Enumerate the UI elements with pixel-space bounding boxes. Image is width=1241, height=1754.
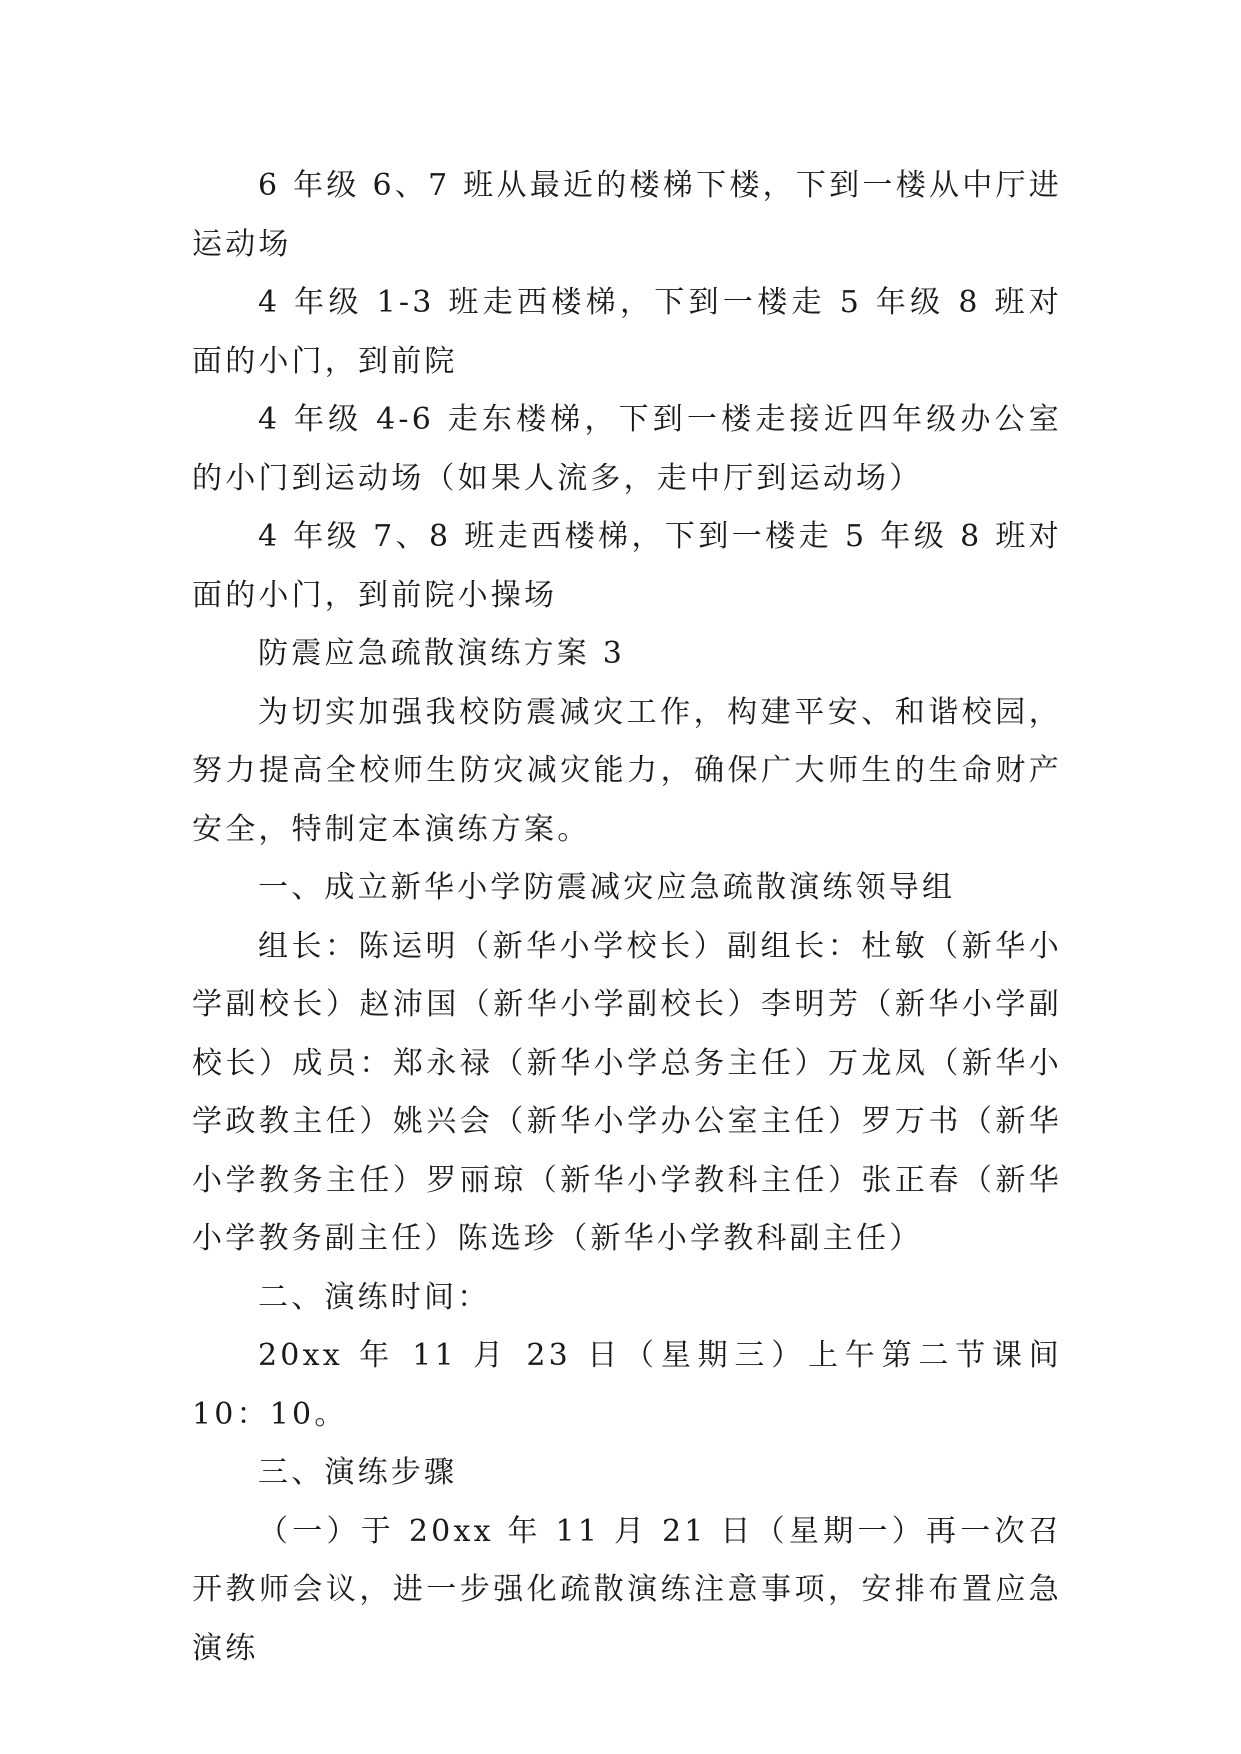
- heading-leadership-group: 一、成立新华小学防震减灾应急疏散演练领导组: [258, 870, 956, 905]
- paragraph-drill-time: 20xx 年 11 月 23 日（星期三）上午第二节课间 10：10。: [192, 1338, 1062, 1432]
- heading-drill-time: 二、演练时间：: [258, 1279, 491, 1315]
- paragraph-grade4-class1-3-route: 4 年级 1-3 班走西楼梯，下到一楼走 5 年级 8 班对面的小门，到前院: [192, 285, 1062, 379]
- paragraph-grade4-class7-8-route: 4 年级 7、8 班走西楼梯，下到一楼走 5 年级 8 班对面的小门，到前院小操场: [192, 519, 1062, 613]
- paragraph-grade6-route: 6 年级 6、7 班从最近的楼梯下楼，下到一楼从中厅进运动场: [192, 168, 1062, 262]
- heading-drill-steps: 三、演练步骤: [258, 1455, 458, 1490]
- document-body: [192, 157, 1062, 1678]
- paragraph-step-one: （一）于 20xx 年 11 月 21 日（星期一）再一次召开教师会议，进一步强化疏散演练注意事项，安排布置应急演练: [192, 1513, 1062, 1666]
- paragraph-plan-purpose: 为切实加强我校防震减灾工作，构建平安、和谐校园，努力提高全校师生防灾减灾能力，确保广大师生的生命财产安全，特制定本演练方案。: [192, 694, 1062, 847]
- paragraph-leadership-members: 组长：陈运明（新华小学校长）副组长：杜敏（新华小学副校长）赵沛国（新华小学副校长）李明芳（新华小学副校长）成员：郑永禄（新华小学总务主任）万龙凤（新华小学政教主任）姚兴会（新华小学办公室主任）罗万书（新华小学教务主任）罗丽琼（新华小学教科主任）张正春（新华小学教务副主任）陈选珍（新华小学教科副主任）: [192, 928, 1062, 1256]
- paragraph-grade4-class4-6-route: 4 年级 4-6 走东楼梯，下到一楼走接近四年级办公室的小门到运动场（如果人流多，走中厅到运动场）: [192, 402, 1062, 496]
- section-title-plan-3: 防震应急疏散演练方案 3: [258, 636, 626, 671]
